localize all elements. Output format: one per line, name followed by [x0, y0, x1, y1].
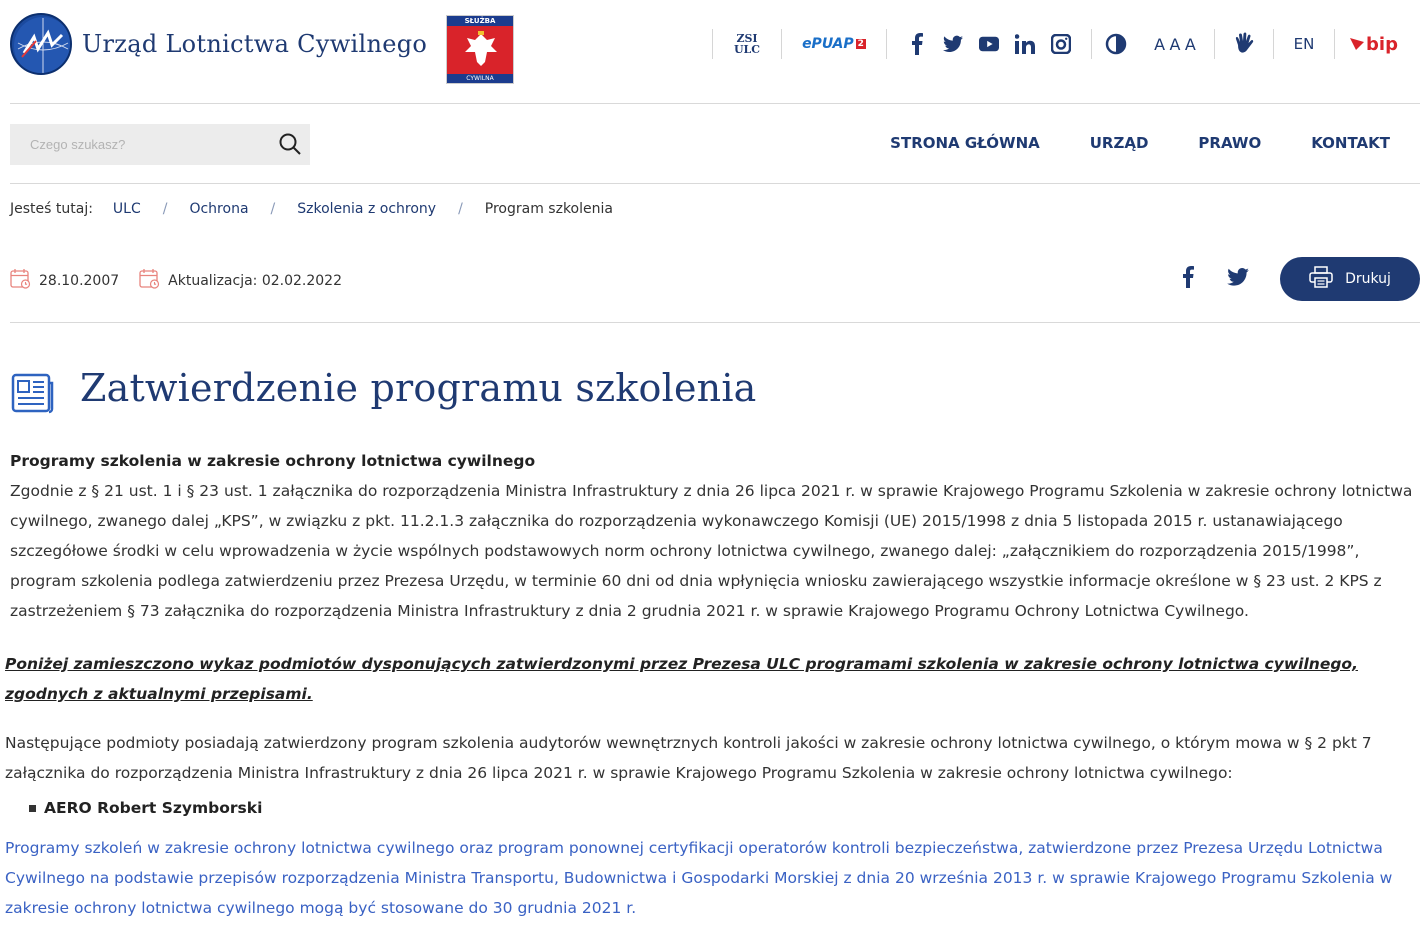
divider	[10, 322, 1420, 323]
section-title: Programy szkolenia w zakresie ochrony lotnictwa cywilnego	[10, 452, 536, 470]
site-header	[0, 0, 1427, 104]
calendar-icon	[10, 268, 31, 293]
nav-kontakt[interactable]: KONTAKT	[1311, 134, 1390, 152]
youtube-icon[interactable]	[979, 33, 999, 55]
updated-date: Aktualizacja: 02.02.2022	[168, 272, 342, 289]
sluzba-top-label: SŁUŻBA	[447, 16, 513, 26]
sluzba-bottom-label: CYWILNA	[447, 74, 513, 83]
facebook-icon[interactable]	[907, 33, 927, 55]
sign-language-icon[interactable]	[1215, 24, 1273, 64]
contrast-icon[interactable]	[1092, 24, 1140, 64]
font-size-toggle[interactable]: AAA	[1154, 34, 1200, 54]
twitter-icon[interactable]	[943, 33, 963, 55]
breadcrumb-szkolenia[interactable]: Szkolenia z ochrony	[297, 201, 437, 217]
printer-icon	[1309, 266, 1333, 292]
epuap-label: ePUAP	[802, 36, 854, 52]
ulc-label: ULC	[733, 43, 761, 56]
list-item	[29, 793, 262, 823]
breadcrumb-separator: /	[270, 201, 276, 217]
nav-prawo[interactable]: PRAWO	[1198, 134, 1262, 152]
language-switch-en[interactable]: EN	[1293, 35, 1315, 53]
social-links	[887, 24, 1091, 64]
meta-row	[10, 268, 342, 293]
zsi-ulc-link[interactable]	[713, 24, 781, 64]
breadcrumb-current: Program szkolenia	[484, 201, 613, 217]
print-button[interactable]	[1280, 257, 1420, 301]
search-box	[10, 124, 310, 165]
site-logo[interactable]	[10, 13, 427, 75]
nav-home[interactable]: STRONA GŁÓWNA	[890, 134, 1040, 152]
org-title: Urząd Lotnictwa Cywilnego	[82, 30, 428, 58]
breadcrumb-ulc[interactable]: ULC	[112, 201, 141, 217]
auditors-paragraph: Następujące podmioty posiadają zatwierdzony program szkolenia audytorów wewnętrznych kontroli jakości w zakresie ochrony lotnictwa cywilnego, o którym mowa w § 2 pkt 7 załącznika do rozporządzenia Ministra Infrastruktury z dnia 26 lipca 2021 r. w sprawie Krajowego Programu Szkolenia w zakresie ochrony lotnictwa cywilnego:	[5, 734, 1372, 782]
sluzba-cywilna-logo[interactable]	[446, 15, 514, 84]
breadcrumb-separator: /	[162, 201, 168, 217]
print-label: Drukuj	[1345, 271, 1391, 287]
bullet-icon	[29, 805, 36, 812]
main-nav	[890, 134, 1390, 152]
search-input[interactable]	[30, 137, 270, 152]
polish-eagle-icon	[447, 26, 513, 74]
zsi-label: ZSI	[736, 32, 758, 45]
share-links	[1176, 262, 1250, 292]
ulc-emblem-icon	[10, 13, 72, 75]
epuap-link[interactable]	[782, 24, 886, 64]
calendar-icon	[139, 268, 160, 293]
divider	[10, 103, 1420, 104]
breadcrumb-separator: /	[458, 201, 463, 217]
nav-urzad[interactable]: URZĄD	[1089, 134, 1149, 152]
list-item-label: AERO Robert Szymborski	[44, 799, 263, 817]
epuap-number: 2	[857, 39, 864, 49]
intro-paragraph: Zgodnie z § 21 ust. 1 i § 23 ust. 1 załącznika do rozporządzenia Ministra Infrastruktury z dnia 26 lipca 2021 r. w sprawie Krajowego Programu Szkolenia w zakresie ochrony lotnictwa cywilnego, zwanego dalej „KPS”, w związku z pkt. 11.2.1.3 załącznika do rozporządzenia wykonawczego Komisji (UE) 2015/1998 z dnia 5 listopada 2015 r. ustanawiającego szczegółowe środki w celu wprowadzenia w życie wspólnych podstawowych norm ochrony lotnictwa cywilnego, zwanego dalej: „załącznikiem do rozporządzenia 2015/1998”, program szkolenia podlega zatwierdzeniu przez Prezesa Urzędu, w terminie 60 dni od dnia wpłynięcia wniosku zawierającego wszystkie informacje określone w § 23 ust. 2 KPS z zastrzeżeniem § 73 załącznika do rozporządzenia Ministra Infrastruktury z dnia 2 grudnia 2021 r. w sprawie Krajowego Programu Ochrony Lotnictwa Cywilnego.	[10, 482, 1413, 620]
page-title: Zatwierdzenie programu szkolenia	[80, 366, 757, 410]
legacy-programs-link[interactable]: Programy szkoleń w zakresie ochrony lotnictwa cywilnego oraz program ponownej certyfikacji operatorów kontroli bezpieczeństwa, zatwierdzone przez Prezesa Urzędu Lotnictwa Cywilnego na podstawie przepisów rozporządzenia Ministra Transportu, Budownictwa i Gospodarki Morskiej z dnia 20 września 2013 r. w sprawie Krajowego Programu Szkolenia w zakresie ochrony lotnictwa cywilnego mogą być stosowane do 30 grudnia 2021 r.	[5, 839, 1393, 917]
search-icon[interactable]	[278, 132, 302, 160]
created-date: 28.10.2007	[39, 272, 120, 289]
article-icon	[11, 371, 55, 419]
breadcrumb	[10, 201, 613, 217]
bip-label: bip	[1366, 33, 1398, 55]
divider	[10, 183, 1420, 184]
approved-entities-note: Poniżej zamieszczono wykaz podmiotów dysponujących zatwierdzonymi przez Prezesa ULC programami szkolenia w zakresie ochrony lotnictwa cywilnego, zgodnych z aktualnymi przepisami.	[5, 655, 1358, 703]
breadcrumb-label: Jesteś tutaj:	[10, 201, 93, 217]
twitter-icon[interactable]	[1226, 262, 1250, 292]
top-toolbar	[712, 24, 1413, 64]
bip-link[interactable]	[1335, 24, 1413, 64]
breadcrumb-ochrona[interactable]: Ochrona	[189, 201, 249, 217]
bip-flag-icon	[1350, 38, 1364, 50]
instagram-icon[interactable]	[1051, 33, 1071, 55]
linkedin-icon[interactable]	[1015, 33, 1035, 55]
facebook-icon[interactable]	[1176, 262, 1200, 292]
